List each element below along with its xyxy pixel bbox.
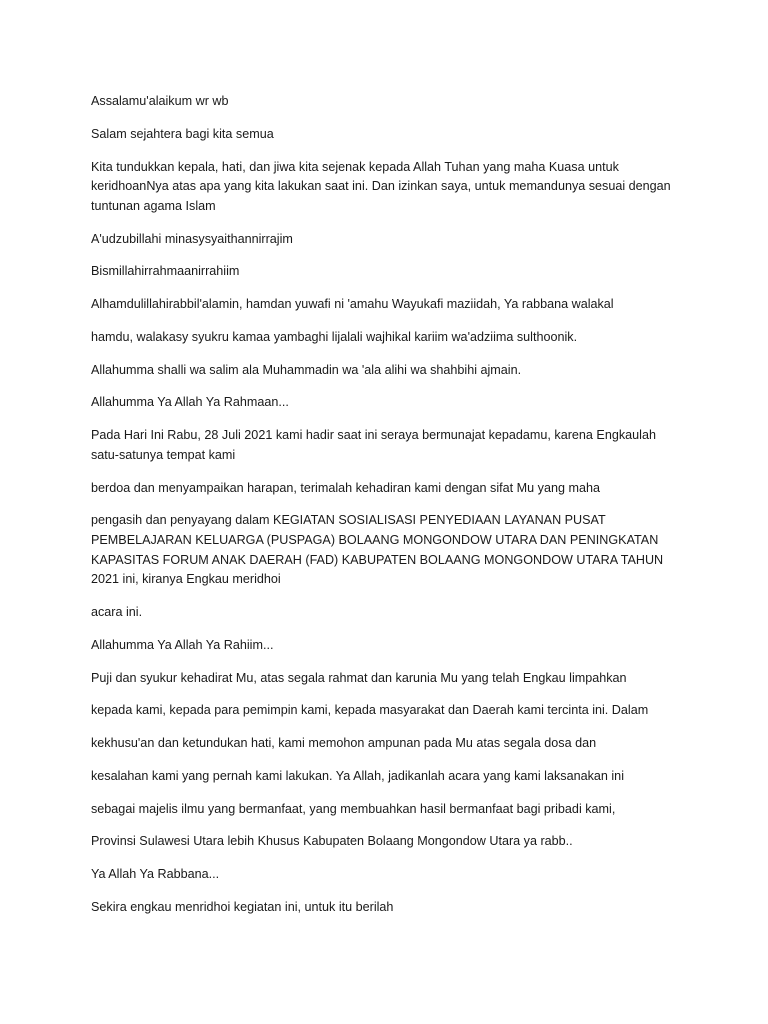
paragraph-event-end: acara ini. [91, 604, 143, 619]
paragraph-hamdalah-2: hamdu, walakasy syukru kamaa yambaghi lijalali wajhikal kariim wa'adziima sulthoonik. [91, 329, 578, 344]
paragraph-invocation-rahmaan: Allahumma Ya Allah Ya Rahmaan... [91, 395, 289, 410]
paragraph-praise-6: Provinsi Sulawesi Utara lebih Khusus Kabupaten Bolaang Mongondow Utara ya rabb.. [91, 834, 573, 849]
paragraph-opening: Kita tundukkan kepala, hati, dan jiwa kita sejenak kepada Allah Tuhan yang maha Kuasa untuk keridhoanNya atas apa yang kita lakukan saat ini. Dan izinkan saya, untuk memandunya sesuai dengan tuntunan agama Islam [91, 159, 671, 213]
paragraph-basmalah: Bismillahirrahmaanirrahiim [91, 264, 240, 279]
paragraph-date-statement: Pada Hari Ini Rabu, 28 Juli 2021 kami hadir saat ini seraya bermunajat kepadamu, karena Engkaulah satu-satunya tempat kami [91, 428, 656, 462]
paragraph-invocation-rahiim: Allahumma Ya Allah Ya Rahiim... [91, 637, 274, 652]
document-body [91, 92, 686, 931]
paragraph-praise-5: sebagai majelis ilmu yang bermanfaat, yang membuahkan hasil bermanfaat bagi pribadi kami, [91, 801, 616, 816]
paragraph-greeting: Assalamu'alaikum wr wb [91, 94, 229, 108]
paragraph-praise-4: kesalahan kami yang pernah kami lakukan. Ya Allah, jadikanlah acara yang kami laksanakan ini [91, 768, 624, 783]
paragraph-hamdalah-1: Alhamdulillahirabbil'alamin, hamdan yuwafi ni 'amahu Wayukafi maziidah, Ya rabbana walakal [91, 297, 614, 312]
paragraph-taawudz: A'udzubillahi minasysyaithannirrajim [91, 231, 293, 246]
paragraph-praise-1: Puji dan syukur kehadirat Mu, atas segala rahmat dan karunia Mu yang telah Engkau limpahkan [91, 670, 627, 685]
paragraph-invocation-rabbana: Ya Allah Ya Rabbana... [91, 867, 220, 882]
paragraph-event-name: pengasih dan penyayang dalam KEGIATAN SOSIALISASI PENYEDIAAN LAYANAN PUSAT PEMBELAJARAN KELUARGA (PUSPAGA) BOLAANG MONGONDOW UTARA DAN PENINGKATAN KAPASITAS FORUM ANAK DAERAH (FAD) KABUPATEN BOLAANG MONGONDOW UTARA TAHUN 2021 ini, kiranya Engkau meridhoi [91, 513, 664, 587]
paragraph-salutation: Salam sejahtera bagi kita semua [91, 126, 274, 141]
paragraph-shalawat: Allahumma shalli wa salim ala Muhammadin wa 'ala alihi wa shahbihi ajmain. [91, 362, 522, 377]
paragraph-praise-3: kekhusu'an dan ketundukan hati, kami memohon ampunan pada Mu atas segala dosa dan [91, 736, 597, 751]
paragraph-praise-2: kepada kami, kepada para pemimpin kami, kepada masyarakat dan Daerah kami tercinta ini. Dalam [91, 703, 649, 718]
paragraph-closing: Sekira engkau menridhoi kegiatan ini, untuk itu berilah [91, 899, 394, 914]
paragraph-hope: berdoa dan menyampaikan harapan, terimalah kehadiran kami dengan sifat Mu yang maha [91, 480, 600, 495]
